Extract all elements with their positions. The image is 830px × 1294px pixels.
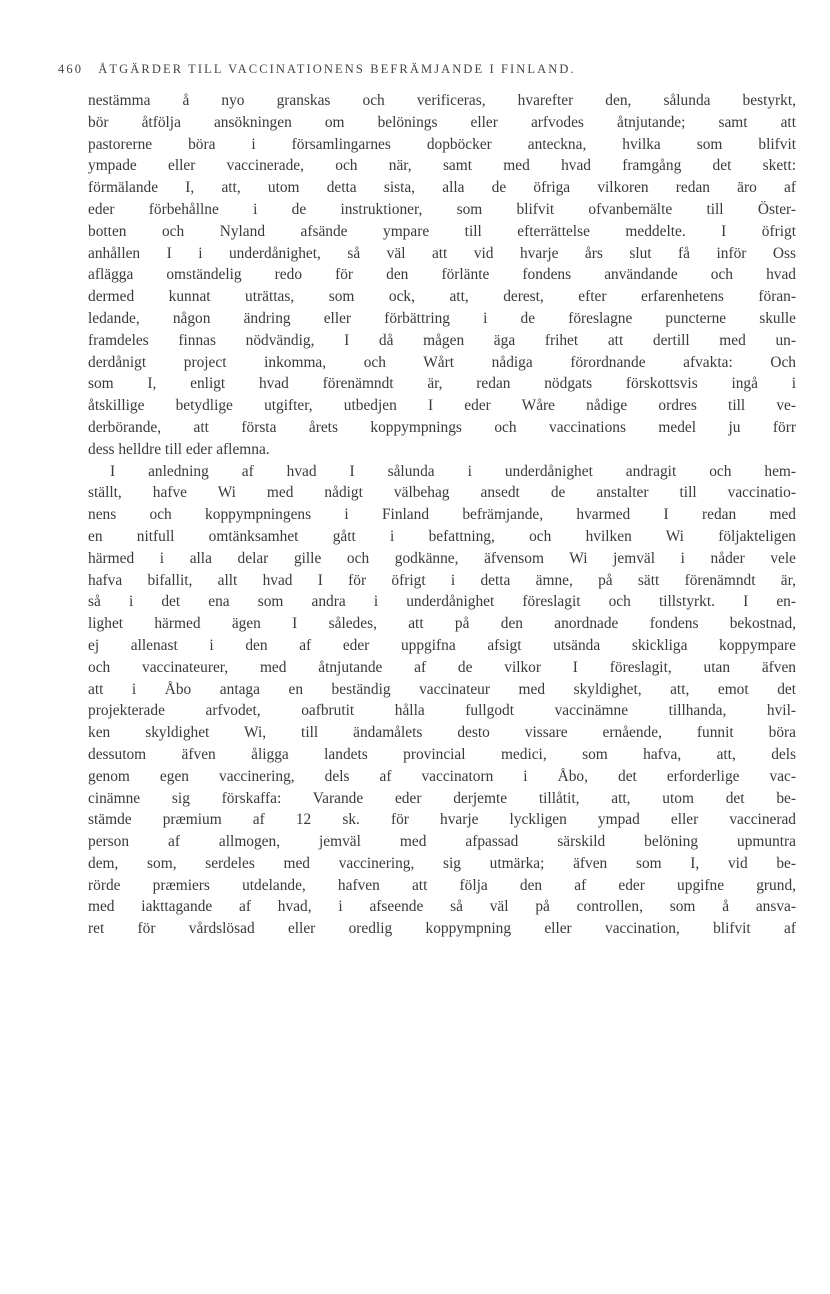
- text-line: ledande, någon ändring eller förbättring i de föreslagne puncterne skulle: [88, 309, 796, 327]
- text-line: anhållen I i underdånighet, så väl att vid hvarje års slut få inför Oss: [88, 244, 796, 262]
- text-line: som I, enligt hvad förenämndt är, redan nödgats förskottsvis ingå i: [88, 375, 796, 393]
- text-line: person af allmogen, jemväl med afpassad särskild belöning upmuntra: [88, 833, 796, 851]
- text-line: nestämma å nyo granskas och verificeras, hvarefter den, sålunda bestyrkt,: [88, 92, 796, 109]
- text-line: dessutom äfven åligga landets provincial medici, som hafva, att, dels: [88, 745, 796, 763]
- text-line: projekterade arfvodet, oafbrutit hålla fullgodt vaccinämne tillhanda, hvil-: [88, 702, 796, 720]
- running-title: ÅTGÄRDER TILL VACCINATIONENS BEFRÄMJANDE I FINLAND.: [98, 62, 576, 76]
- text-line: ympade eller vaccinerade, och när, samt med hvad framgång det skett:: [88, 157, 796, 175]
- text-line: botten och Nyland afsände ympare till efterrättelse meddelte. I öfrigt: [88, 222, 796, 240]
- text-line: dess helldre till eder aflemna.: [88, 440, 270, 458]
- text-line: en nitfull omtänksamhet gått i befattning, och hvilken Wi följakteligen: [88, 527, 796, 545]
- text-line: dermed kunnat uträttas, som ock, att, derest, efter erfarenhetens föran-: [88, 288, 796, 306]
- text-line: ej allenast i den af eder uppgifna afsigt utsända skickliga koppympare: [88, 636, 796, 654]
- text-line: lighet härmed ägen I således, att på den anordnade fondens bekostnad,: [88, 615, 796, 633]
- text-line: och vaccinateurer, med åtnjutande af de vilkor I föreslagit, utan äfven: [88, 658, 796, 676]
- text-line: härmed i alla delar gille och godkänne, äfvensom Wi jemväl i nåder vele: [88, 549, 796, 567]
- text-line: derbörande, att första årets koppympnings och vaccinations medel ju förr: [88, 418, 796, 436]
- text-line: cinämne sig förskaffa: Varande eder derjemte tillåtit, att, utom det be-: [88, 789, 796, 807]
- text-line: rörde præmiers utdelande, hafven att följa den af eder upgifne grund,: [88, 876, 796, 894]
- text-line: förmälande I, att, utom detta sista, alla de öfriga vilkoren redan äro af: [88, 179, 796, 197]
- text-line: nens och koppympningens i Finland befrämjande, hvarmed I redan med: [88, 506, 796, 524]
- page-number: 460: [58, 62, 84, 76]
- text-line: derdånigt project inkomma, och Wårt nådiga förordnande afvakta: Och: [88, 353, 796, 371]
- body-text: [88, 90, 796, 940]
- text-line: så i det ena som andra i underdånighet föreslagit och tillstyrkt. I en-: [88, 593, 796, 611]
- text-line: genom egen vaccinering, dels af vaccinatorn i Åbo, det erforderlige vac-: [88, 767, 796, 785]
- text-line: aflägga omständelig redo för den förlänte fondens användande och hvad: [88, 266, 796, 284]
- text-line: åtskillige betydlige utgifter, utbedjen I eder Wåre nådige ordres till ve-: [88, 397, 796, 415]
- text-line: ret för vårdslösad eller oredlig koppympning eller vaccination, blifvit af: [88, 920, 796, 938]
- running-header: [58, 62, 818, 77]
- text-line: ken skyldighet Wi, till ändamålets desto vissare ernående, funnit böra: [88, 724, 796, 742]
- text-line: I anledning af hvad I sålunda i underdånighet andragit och hem-: [110, 462, 796, 480]
- text-line: stämde præmium af 12 sk. för hvarje lyckligen ympad eller vaccinerad: [88, 811, 796, 829]
- text-line: hafva bifallit, allt hvad I för öfrigt i detta ämne, på sätt förenämndt är,: [88, 571, 796, 589]
- text-line: ställt, hafve Wi med nådigt välbehag ansedt de anstalter till vaccinatio-: [88, 484, 796, 502]
- text-line: dem, som, serdeles med vaccinering, sig utmärka; äfven som I, vid be-: [88, 854, 796, 872]
- text-line: bör åtfölja ansökningen om belönings eller arfvodes åtnjutande; samt att: [88, 113, 796, 131]
- text-line: framdeles finnas nödvändig, I då mågen äga frihet att dertill med un-: [88, 331, 796, 349]
- text-line: eder förbehållne i de instruktioner, som blifvit ofvanbemälte till Öster-: [88, 200, 796, 218]
- text-line: pastorerne böra i församlingarnes dopböcker anteckna, hvilka som blifvit: [88, 135, 796, 153]
- text-line: med iakttagande af hvad, i afseende så väl på controllen, som å ansva-: [88, 898, 796, 916]
- text-line: att i Åbo antaga en beständig vaccinateur med skyldighet, att, emot det: [88, 680, 796, 698]
